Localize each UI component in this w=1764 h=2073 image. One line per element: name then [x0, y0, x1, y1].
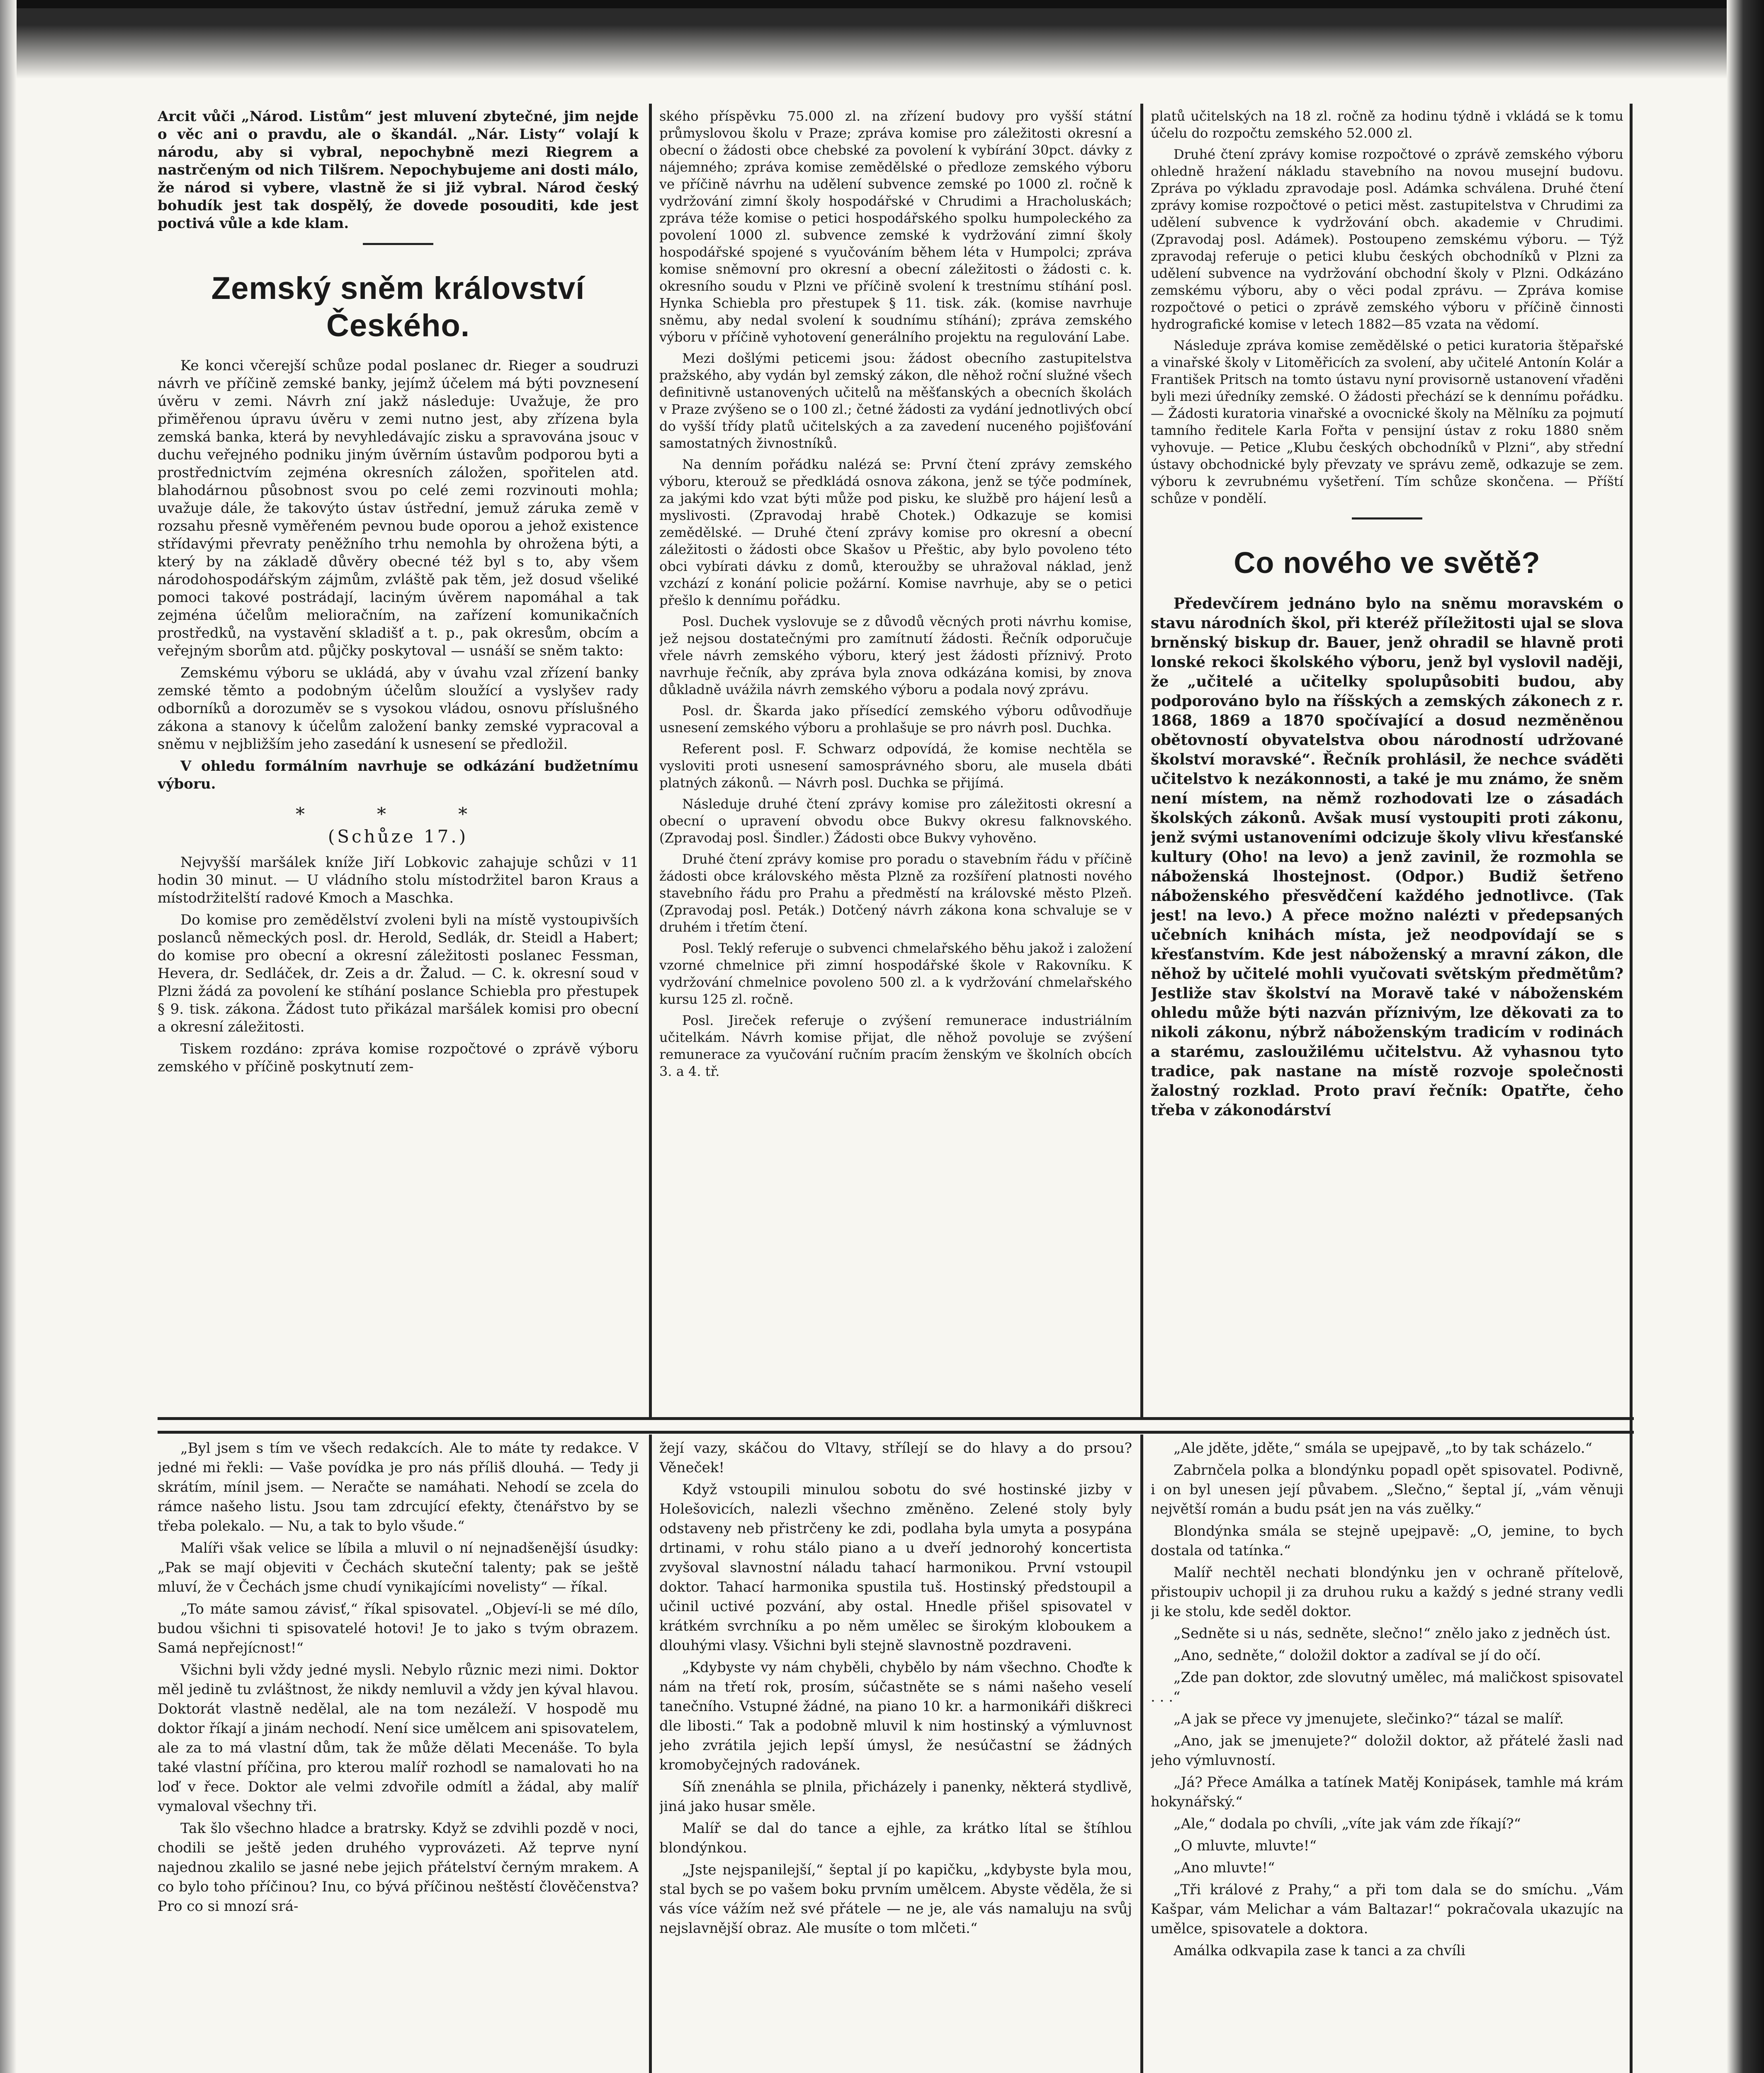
session-paragraph: Do komise pro zemědělství zvoleni byli na místě vystoupivších poslanců německých posl. dr. Herold, Sedlák, dr. Steidl a Habert; do komise pro obecní a okresní záležitosti poslanec Fessman, Hevera, dr. Sedláček, dr. Zeis a dr. Žalud. — C. k. okresní soud v Plzni žádá za povolení ke stíhání poslance Schiebla pro přestupek § 9. tisk. zákona. Žádost tuto přikázal maršálek komisi pro obecní a okresní záležitosti. — [158, 912, 639, 1035]
session-paragraph: Tiskem rozdáno: zpráva komise rozpočtové o zprávě výboru zemského v příčině poskytnutí zem- — [158, 1041, 639, 1075]
intro-paragraph: Arcit vůči „Národ. Listům“ jest mluvení zbytečné, jim nejde o věc ani o pravdu, ale o škandál. „Nár. Listy“ volají k národu, aby si vybral, nepochybně mezi Riegrem a nastrčeným od nich Tilšrem. Nepochybujeme ani dosti málo, že národ si vybere, vlastně že si již vybral. Národ český bohudík jest tak dospělý, že dovede posouditi, kde jest poctivá vůle a kde klam. — [158, 108, 639, 232]
feuilleton-paragraph: Blondýnka smála se stejně upejpavě: „O, jemine, to bych dostala od tatínka.“ — [1151, 1523, 1623, 1559]
feuilleton-column-1 — [158, 1439, 639, 2073]
feuilleton-paragraph: „A jak se přece vy jmenujete, slečinko?“ tázal se malíř. — [1174, 1711, 1564, 1727]
section-rule — [363, 243, 433, 245]
article-paragraph: Posl. Jireček referuje o zvýšení remunerace industriálním učitelkám. Návrh komise přijat, dle něhož povoluje se zvýšení remunerace za vyučování ručním pracím ženským ve školních obcích 3. a 4. tř. — [659, 1012, 1132, 1079]
article-paragraph: Referent posl. F. Schwarz odpovídá, že komise nechtěla se vysloviti proti usnesení samosprávného sboru, ale musela dbáti platných zákonů. — Návrh posl. Duchka se přijímá. — [659, 741, 1132, 791]
feuilleton-paragraph: Zabrnčela polka a blondýnku popadl opět spisovatel. Podivně, i on byl unesen její půvabem. „Slečno,“ šeptal jí, „vám věnuji největší román a budu psát jen na vás zuělky.“ — [1151, 1462, 1623, 1517]
upper-column-3 — [1151, 108, 1623, 1414]
upper-column-2 — [659, 108, 1132, 1414]
stars-separator: * * * — [296, 804, 501, 825]
world-paragraph: Předevčírem jednáno bylo na sněmu moravském o stavu národních škol, při kteréž příležitosti ujal se slova brněnský biskup dr. Bauer, jenž ohradil se hlavně proti lonské rekoci školského výboru, jenž byl vyslovil naději, že „učitelé a učitelky spolupůsobiti budou, aby podporováno bylo na říšských a zemských zákonech z r. 1868, 1869 a 1870 spočívající a dosud nezměněnou obětovností obyvatelstva obou národností udržované školství moravské“. Řečník prohlásil, že nechce sváděti učitelstvo k nezákonnosti, a také je mu známo, že sněm není místem, na němž rozhodovati lze o zásadách školských zákonů. Avšak musí vystoupiti proti zákonu, jenž svými ustanoveními odcizuje školy vlivu křesťanské kultury (Oho! na levo) a jenž zavinil, že rozmohla se náboženská lhostejnost. (Odpor.) Budiž šetřeno náboženského přesvědčení každého jednotlivce. (Tak jest! na levo.) A přece možno nalézti v předepsaných učebních knihách místa, jež neodpovídají se s křesťanstvím. Kde jest náboženský a mravní zákon, dle něhož by učitelé mohli vyučovati světským předmětům? Jestliže stav školství na Moravě také v náboženském ohledu může býti nazván příznivým, lze děkovati za to nikoli zákonu, nýbrž náboženským tradicím v rodinách a starému, zasloužilému učitelstvu. Až vyhasnou tyto tradice, pak nastane na místě rozvoje společnosti žalostný rozklad. Proto praví řečník: Opatřte, čeho třeba v zákonodárství — [1151, 595, 1623, 1119]
feuilleton-paragraph: „To máte samou závisť,“ říkal spisovatel. „Objeví-li se mé dílo, budou všichni ti spisovatelé hotovi! Je to jako s tvým obrazem. Samá nepřejícnost!“ — [158, 1601, 639, 1656]
article-paragraph: Zemskému výboru se ukládá, aby v úvahu vzal zřízení banky zemské těmto a podobným účelům sloužící a vyslyšev rady odborníků a dorozuměv se s vysokou vládou, osnovu příslušného zákona a stanovy k účelům založení banky zemské vypracoval a sněmu v nejbližším jeho zasedání k usnesení se předložil. — [158, 665, 639, 752]
column-rule — [649, 104, 652, 1418]
article-paragraph: Následuje zpráva komise zemědělské o petici kuratoria štěpařské a vinařské školy v Litoměřicích za svolení, aby učitelé Antonín Kolár a František Pritsch na tomto ústavu nyní provisorně ustanovení vřaděni byli mezi úředníky zemské. O žádosti přechází se k dennímu pořádku. — Žádosti kuratoria vinařské a ovocnické školy na Mělníku za pojmutí tamního ředitele Karla Fořta v pensijní ústav z roku 1880 sněm vyhovuje. — Petice „Klubu českých obchodníků v Plzni“, aby střední ústavy obchodnické byly převzaty ve správu země, odkazuje se zem. výboru k zevrubnému vyšetření. Tím schůze skončena. — Příští schůze v pondělí. — [1151, 337, 1623, 506]
article-paragraph: Mezi došlými peticemi jsou: žádost obecního zastupitelstva pražského, aby vydán byl zemský zákon, dle něhož roční služné všech definitivně ustanovených učitelů na měšťanských a obecních školách v Praze zvýšeno se o 100 zl.; četné žádosti za vydání jednotlivých obcí do vyšší třídy platů učitelských a za zavedení nuceného pojišťování samostatných živnostníků. — [659, 350, 1132, 451]
feuilleton-paragraph: „Sedněte si u nás, sedněte, slečno!“ znělo jako z jedněch úst. — [1174, 1625, 1611, 1642]
section-heading-world: Co nového ve světě? — [1234, 546, 1540, 580]
article-paragraph: Posl. dr. Škarda jako přísedící zemského výboru odůvodňuje usnesení zemského výboru a prohlašuje se pro návrh posl. Duchka. — [659, 703, 1132, 736]
feuilleton-paragraph: žejí vazy, skáčou do Vltavy, střílejí se do hlavy a do prsou? Věneček! — [659, 1440, 1132, 1476]
feuilleton-paragraph: „Kdybyste vy nám chyběli, chybělo by nám všechno. Choďte k nám na třetí rok, prosím, súčastněte se s námi našeho veselí tanečního. Vstupné žádné, na piano 10 kr. a harmonikáři diškreci dle libosti.“ Tak a podobně mluvil k nim hostinský a výmluvnost jeho zvrátila jejich lepší úmysl, že nesúčastní se žádných kromobyčejných radovánek. — [659, 1659, 1132, 1773]
feuilleton-paragraph: „Tři králové z Prahy,“ a při tom dala se do smíchu. „Vám Kašpar, vám Melichar a vám Baltazar!“ pokračovala ukazujíc na umělce, spisovatele a doktora. — [1151, 1881, 1623, 1937]
upper-column-1 — [158, 108, 639, 1414]
article-paragraph: Na denním pořádku nalézá se: První čtení zprávy zemského výboru, kterouž se předkládá osnova zákona, jenž se týče podmínek, za jakými kdo vzat býti může pod pisku, ke službě pro hájení lesů a myslivosti. (Zpravodaj hrabě Chotek.) Odkazuje se komisi zemědělské. — Druhé čtení zprávy komise pro okresní a obecní záležitosti o žádosti obce Skašov u Přeštic, aby bylo povoleno této obci vybírati dávku z domů, kteroužby se uhražoval náklad, jenž vzchází z konání policie požární. Komise navrhuje, aby se o petici přešlo k dennímu pořádku. — [659, 456, 1132, 608]
article-paragraph: Posl. Duchek vyslovuje se z důvodů věcných proti návrhu komise, jež nejsou dostatečnými pro zamítnutí žádosti. Řečník odporučuje vřele návrh zemského výboru, který jest žádosti příznivý. Proto navrhuje řečník, aby zpráva byla znova odkázána komisi, by znova důkladně uvážila návrh zemského výboru a podala nový zprávu. — [659, 614, 1132, 697]
session-title: (Schůze 17.) — [328, 826, 469, 847]
feuilleton-paragraph: „Já? Přece Amálka a tatínek Matěj Konipásek, tamhle má krám hokynářský.“ — [1151, 1774, 1623, 1810]
column-rule — [1140, 1435, 1143, 2073]
feuilleton-paragraph: Malíř se dal do tance a ejhle, za krátko lítal se štíhlou blondýnkou. — [659, 1820, 1132, 1856]
column-rule — [649, 1435, 652, 2073]
scan-right-edge — [1727, 0, 1764, 2073]
article-paragraph: platů učitelských na 18 zl. ročně za hodinu týdně i vkládá se k tomu účelu do rozpočtu zemského 52.000 zl. — [1151, 108, 1623, 141]
feuilleton-paragraph: Malíř nechtěl nechati blondýnku jen v ochraně přítelově, přistoupiv uchopil ji za druhou ruku a každý s jedné strany vedli ji ke stolu, kde seděl doktor. — [1151, 1564, 1623, 1620]
feuilleton-paragraph: „Ano, jak se jmenujete?“ doložil doktor, až přátelé žasli nad jeho výmluvností. — [1151, 1733, 1623, 1769]
article-paragraph: Následuje druhé čtení zprávy komise pro záležitosti okresní a obecní o upravení obvodu obce Bukvy okresu falknovského. (Zpravodaj posl. Šindler.) Žádosti obce Bukvy vyhověno. — [659, 796, 1132, 846]
feuilleton-paragraph: „Ano, sedněte,“ doložil doktor a zadíval se jí do očí. — [1174, 1647, 1541, 1664]
feuilleton-paragraph: „Zde pan doktor, zde slovutný umělec, má maličkost spisovatel . . .“ — [1151, 1669, 1623, 1705]
article-paragraph: Druhé čtení zprávy komise pro poradu o stavebním řádu v příčině žádosti obce královského města Plzně za rozšíření platnosti nového stavebního řádu pro Prahu a předměstí na královské město Plzeň. (Zpravodaj posl. Peták.) Dotčený návrh zákona kona schvaluje se v druhém i třetím čtení. — [659, 851, 1132, 935]
feuilleton-paragraph: Amálka odkvapila zase k tanci a za chvíli — [1174, 1942, 1465, 1959]
feuilleton-paragraph: „Ano mluvte!“ — [1174, 1859, 1275, 1876]
feuilleton-divider — [158, 1417, 1634, 1434]
feuilleton-paragraph: „Ale,“ dodala po chvíli, „víte jak vám zde říkají?“ — [1174, 1816, 1521, 1832]
feuilleton-column-3 — [1151, 1439, 1623, 2073]
article-paragraph: Druhé čtení zprávy komise rozpočtové o zprávě zemského výboru ohledně hražení nákladu stavebního na novou musejní budovu. Zpráva po výkladu zpravodaje posl. Adámka schválena. Druhé čtení zprávy komise rozpočtové o petici měst. zastupitelstva v Chrudimi za udělení subvence k vydržování obch. akademie v Chrudimi. (Zpravodaj posl. Adámek). Postoupeno zemskému výboru. — Týž zpravodaj referuje o petici klubu českých obchodníků v Plzni za udělení subvence na vydržování obchodní školy v Plzni. Odkázáno zemskému výboru, aby o věci podal zprávu. — Zpráva komise rozpočtové o petici o zprávě zemského výboru v příčině činnosti hydrografické komise v letech 1882—85 vzata na vědomí. — [1151, 146, 1623, 332]
article-paragraph: Ke konci včerejší schůze podal poslanec dr. Rieger a soudruzi návrh ve příčině zemské banky, jejímž účelem má býti povznesení úvěru v zemi. Návrh zní jakž následuje: Uvažuje, že pro přiměřenou úpravu úvěru v zemi nutno jest, aby zřízena byla zemská banka, která by nevyhledávajíc zisku a spravována jsouc v duchu veřejného podniku jiným úvěrním ústavům podporou byti a prostřednictvím zejména okresních záložen, spořitelen atd. blahodárnou působnost svou po celé zemi rozvinouti mohla; uvažuje dále, že takovýto ústav ústřední, jemuž záruka země v rozsahu přesně vyměřeném pevnou bude oporou a jehož existence střídavými převraty peněžního trhu nemohla by ohrožena býti, a který by na základě důvěry obecné též byl s to, aby všem národohospodářským zájmům, zvláště pak těm, jež dosud všeliké pomoci takové postrádají, laciným úvěrem napomáhal a tak zejména účelům melioračním, na zařízení komunikačních prostředků, na vystavění skladišť a t. p., pak okresům, obcím a veřejným sborům atd. půjčky poskytoval — usnáší se sněm takto: — [158, 357, 639, 659]
feuilleton-paragraph: Malíři však velice se líbila a mluvil o ní nejnadšenější úsudky: „Pak se mají objeviti v Čechách skuteční talenty; pak se ještě mluví, že v Čechách jsme chudí vynikajícími novelisty“ — říkal. — [158, 1540, 639, 1595]
feuilleton-paragraph: „Jste nejspanilejší,“ šeptal jí po kapičku, „kdybyste byla mou, stal bych se po vašem boku prvním umělcem. Abyste věděla, že si vás více vážím než své přátele — ne je, ale vás namaluju na svůj nejslavnější obraz. Ale musíte o tom mlčeti.“ — [659, 1862, 1132, 1937]
feuilleton-paragraph: „Ale jděte, jděte,“ smála se upejpavě, „to by tak scházelo.“ — [1174, 1440, 1592, 1456]
article-paragraph: Posl. Teklý referuje o subvenci chmelařského běhu jakož i založení vzorné chmelnice při zimní hospodářské škole v Rakovníku. K vydržování chmelnice povoleno 500 zl. a k vydržování chmelařského kursu 125 zl. ročně. — [659, 940, 1132, 1007]
feuilleton-paragraph: Všichni byli vždy jedné mysli. Nebylo různic mezi nimi. Doktor měl jedině tu zvláštnost, že nikdy nemluvil a vždy jen kýval hlavou. Doktorát vlastně nedělal, ale na tom nezáleží. V hospodě mu doktor říkají a jinám nechodí. Není sice umělcem ani spisovatelem, ale za to má vlastní dům, tak že může dělati Mecenáše. To byla také vlastní příčina, pro kterou malíř rozhodl se namalovati ho na loď v řece. Doktor ale velmi zdvořile odmítl a žádal, aby malíř vymaloval všechny tři. — [158, 1662, 639, 1815]
section-heading-diet: Zemský sněm království Českého. — [211, 271, 585, 343]
scan-top-edge — [0, 0, 1764, 79]
column-rule — [1140, 104, 1143, 1418]
scan-left-edge — [0, 0, 17, 2073]
article-paragraph: ského příspěvku 75.000 zl. na zřízení budovy pro vyšší státní průmyslovou školu v Praze; zpráva komise pro záležitosti okresní a obecní o žádosti obce chebské za povolení k vybírání 30pct. dávky z nájemného; zpráva komise zemědělské o předloze zemského výboru ve příčině návrhu na udělení subvence zemské po 1000 zl. ročně k vydržování zimní školy hospodářské v Chrudimi a Hracholuskách; zpráva téže komise o petici hospodářského spolku humpoleckého za povolení 1000 zl. subvence zemské k vydržování zimní školy hospodářské spojené s vyučováním během léta v Humpolci; zpráva komise sněmovní pro okresní a obecní záležitosti o žádosti c. k. okresního soudu v Plzni ve příčině svolení k trestnímu stíhání posl. Hynka Schiebla pro přestupek § 11. tisk. zák. (komise navrhuje sněmu, aby nedal svolení k soudnímu stíhání); zpráva zemského výboru v příčině vyhotovení generálního projektu na regulování Labe. — [659, 108, 1132, 345]
feuilleton-column-2 — [659, 1439, 1132, 2073]
page-right-rule — [1630, 104, 1633, 2073]
feuilleton-paragraph: Tak šlo všechno hladce a bratrsky. Když se zdvihli pozdě v noci, chodili se ještě jeden druhého vyprovázeti. Až teprve nyní najednou zkalilo se jasné nebe jejich přátelství černým mrakem. A co bylo toho příčinou? Inu, co bývá příčinou neštěstí člověčenstva? Pro co si mnozí srá- — [158, 1820, 639, 1915]
feuilleton-paragraph: „Byl jsem s tím ve všech redakcích. Ale to máte ty redakce. V jedné mi řekli: — Vaše povídka je pro nás příliš dlouhá. — Tedy ji skrátím, mínil jsem. — Neračte se namáhati. Nehodí se zcela do rámce našeho listu. Jsou tam zdrcující efekty, čtenářstvo by se třeba polekalo. — Nu, a tak to bylo všude.“ — [158, 1440, 639, 1534]
article-paragraph: V ohledu formálním navrhuje se odkázání budžetnímu výboru. — [158, 758, 639, 792]
feuilleton-paragraph: Když vstoupili minulou sobotu do své hostinské jizby v Holešovicích, nalezli všechno změněno. Zelené stoly byly odstaveny neb přistrčeny ke zdi, podlaha byla umyta a posypána drtinami, v rohu stálo piano a u dveří jednorohý koncertista zvyšoval slavnostní náladu tahací harmonikou. První vstoupil doktor. Tahací harmonika spustila tuš. Hostinský předstoupil a učinil uctivé pozvání, aby ostal. Hnedle přišel spisovatel v krátkém svrchníku a po něm umělec se širokým kloboukem a dlouhými vlasy. Všichni byli stejně slavnostně pozdraveni. — [659, 1481, 1132, 1654]
session-paragraph: Nejvyšší maršálek kníže Jiří Lobkovic zahajuje schůzi v 11 hodin 30 minut. — U vládního stolu místodržitel baron Kraus a místodržitelští radové Kmoch a Maschka. — [158, 854, 639, 906]
feuilleton-paragraph: „O mluvte, mluvte!“ — [1174, 1838, 1317, 1854]
feuilleton-paragraph: Síň znenáhla se plnila, přicházely i panenky, některá stydlivě, jiná jako husar směle. — [659, 1779, 1132, 1815]
section-rule — [1352, 517, 1422, 519]
